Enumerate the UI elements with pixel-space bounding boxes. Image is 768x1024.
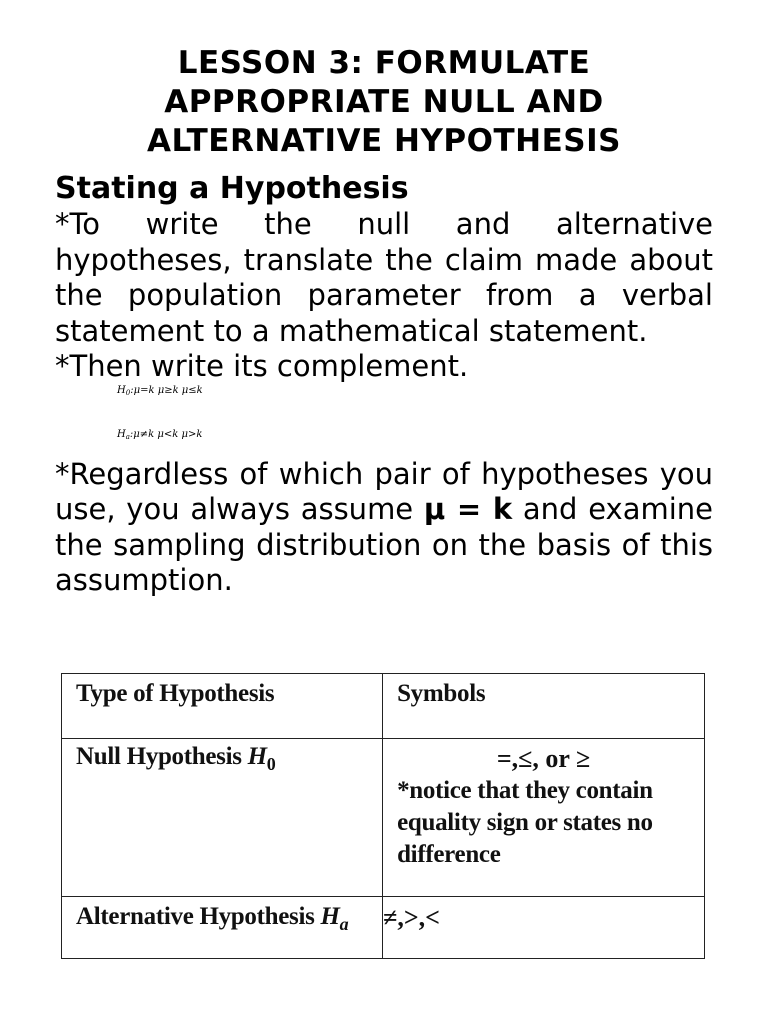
alt-formula-body: :μ≠k μ<k μ>k — [129, 428, 203, 440]
null-symbols-cell — [383, 739, 705, 897]
null-label: Null Hypothesis — [76, 743, 242, 770]
null-formula-symbol: H — [117, 384, 126, 396]
table-row — [62, 739, 705, 897]
null-hypothesis-cell — [62, 739, 383, 897]
table-header-row — [62, 674, 705, 739]
null-formula-sub: 0 — [125, 388, 131, 397]
hypothesis-table — [61, 673, 705, 959]
title-line: LESSON 3: FORMULATE — [177, 45, 591, 81]
assumption-text-before: *Regardless of which pair of hypotheses you use, you always assume — [55, 456, 713, 526]
null-note — [397, 775, 704, 871]
alt-var: H — [320, 903, 340, 930]
table-row — [62, 897, 705, 959]
null-formula — [117, 385, 713, 397]
header-symbols-cell: Symbols — [383, 674, 705, 739]
null-var-sub: 0 — [266, 754, 276, 774]
lesson-title — [55, 44, 713, 161]
document-page — [55, 44, 713, 599]
alt-formula — [117, 429, 713, 441]
null-formula-body: :μ=k μ≥k μ≤k — [130, 384, 203, 396]
alt-hypothesis-cell — [62, 897, 383, 959]
paragraph-assumption — [55, 457, 713, 599]
null-note-line: equality sign or states no — [397, 809, 653, 836]
formula-block — [55, 385, 713, 457]
null-note-line: difference — [397, 841, 501, 868]
section-heading: Stating a Hypothesis — [55, 171, 409, 206]
alt-formula-sub: a — [125, 432, 130, 441]
alt-formula-symbol: H — [117, 428, 126, 440]
alt-label: Alternative Hypothesis — [76, 903, 315, 930]
title-line: ALTERNATIVE HYPOTHESIS — [147, 123, 621, 159]
null-symbols: =,≤, or ≥ — [496, 744, 591, 773]
alt-symbols-cell: ≠,>,< — [383, 897, 705, 959]
paragraph-translate-claim: *To write the null and alternative hypotheses, translate the claim made about the population parameter from a verbal statement to a mathematical statement. — [55, 207, 713, 348]
alt-var-sub: a — [339, 914, 349, 934]
null-var: H — [247, 743, 267, 770]
assumption-text-after: and examine the sampling distribution on the basis of this assumption. — [55, 492, 714, 597]
assumption-equation: μ = k — [423, 492, 513, 526]
paragraph-complement: *Then write its complement. — [55, 349, 469, 383]
title-line: APPROPRIATE NULL AND — [164, 84, 604, 120]
header-type-cell: Type of Hypothesis — [62, 674, 383, 739]
null-note-line: *notice that they contain — [397, 777, 653, 804]
